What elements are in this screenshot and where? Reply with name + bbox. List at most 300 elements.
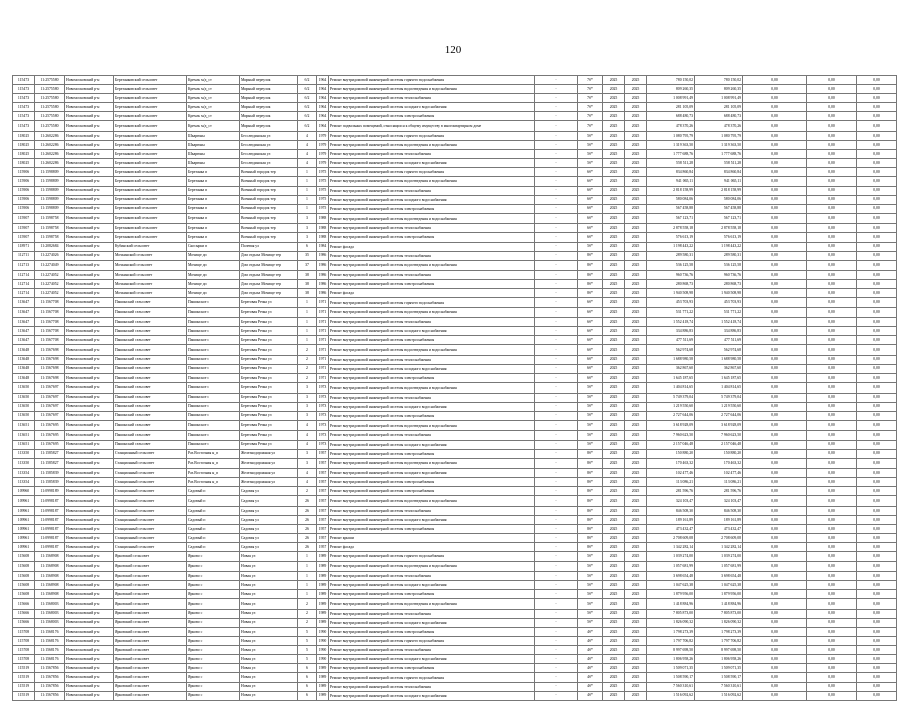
row-dash: - (535, 150, 578, 159)
row-sum-total: 809 260,35 (647, 85, 695, 94)
row-house: 3 (298, 213, 317, 224)
row-year-start: 2025 (603, 121, 625, 132)
row-year: 1957 (317, 516, 329, 525)
row-code: 11:0998187 (35, 543, 65, 552)
row-sum-c: 0,00 (857, 469, 897, 478)
row-dash: - (535, 525, 578, 534)
row-sum-total: 960 736,76 (647, 271, 695, 280)
row-district: Новомосковский р-н (65, 336, 114, 345)
row-locality: Кремль м/д_ст (187, 85, 240, 94)
row-work: Ремонт внутридомовой инженерной системы холодного водоснабжения (329, 364, 535, 373)
row-code: 11:2602286 (35, 159, 65, 168)
row-sum-a: 0,00 (743, 646, 807, 655)
row-id: 113650 (13, 402, 35, 411)
row-year-end: 2025 (625, 94, 647, 103)
row-year: 1957 (317, 458, 329, 469)
row-year: 1957 (317, 469, 329, 478)
row-sum-b: 0,00 (807, 478, 857, 487)
row-code: 11:1567698 (35, 345, 65, 356)
row-sum-a: 0,00 (743, 458, 807, 469)
table-row (13, 655, 897, 664)
row-year-start: 2025 (603, 581, 625, 590)
row-municipality: Березанковский сельсовет (114, 141, 187, 150)
row-year-start: 2025 (603, 561, 625, 572)
row-sum-total: 1 806 958,26 (647, 655, 695, 664)
row-sum-c: 0,00 (857, 655, 897, 664)
table-row (13, 141, 897, 150)
row-year: 1975 (317, 168, 329, 177)
row-code: 11:1598809 (35, 186, 65, 195)
row-dash: - (535, 204, 578, 213)
row-sum-fund: 1 404 814,65 (695, 383, 743, 394)
row-sum-c: 0,00 (857, 506, 897, 515)
row-year-start: 2025 (603, 637, 625, 646)
row-dash: - (535, 691, 578, 700)
row-sum-c: 0,00 (857, 327, 897, 336)
row-year-end: 2025 (625, 213, 647, 224)
table-row (13, 85, 897, 94)
row-year: 1973 (317, 383, 329, 394)
row-code: 11:1567856 (35, 673, 65, 682)
row-sum-a: 0,00 (743, 364, 807, 373)
row-dash: - (535, 534, 578, 543)
row-year-end: 2025 (625, 525, 647, 534)
table-row (13, 599, 897, 610)
row-code: 11:1567697 (35, 383, 65, 394)
row-year-end: 2025 (625, 168, 647, 177)
row-sum-a: 0,00 (743, 355, 807, 364)
row-district: Новомосковский р-н (65, 449, 114, 458)
row-sum-b: 0,00 (807, 572, 857, 581)
table-row (13, 402, 897, 411)
row-sum-c: 0,00 (857, 525, 897, 534)
table-row (13, 327, 897, 336)
row-sum-a: 0,00 (743, 204, 807, 213)
table-row (13, 581, 897, 590)
row-street: Новая ул (240, 590, 298, 599)
row-year-start: 2025 (603, 345, 625, 356)
row-work: Ремонт внутридомовой инженерной системы холодного водоснабжения (329, 195, 535, 204)
row-locality: Мочище дп (187, 251, 240, 260)
row-municipality: Пашинский сельсовет (114, 327, 187, 336)
row-sum-c: 0,00 (857, 449, 897, 458)
row-year-start: 2025 (603, 673, 625, 682)
row-year-end: 2025 (625, 233, 647, 242)
row-year-end: 2025 (625, 469, 647, 478)
row-municipality: Пашинский сельсовет (114, 364, 187, 373)
row-sum-c: 0,00 (857, 599, 897, 610)
row-code: 11:2602286 (35, 141, 65, 150)
row-sum-a: 0,00 (743, 112, 807, 121)
row-dash: - (535, 289, 578, 298)
row-sum-b: 0,00 (807, 383, 857, 394)
row-district: Новомосковский р-н (65, 440, 114, 449)
row-locality: Березанка п (187, 186, 240, 195)
row-sum-c: 0,00 (857, 345, 897, 356)
row-municipality: Ярковский сельсовет (114, 599, 187, 610)
row-dash: - (535, 159, 578, 168)
row-municipality: Березанковский сельсовет (114, 85, 187, 94)
capital-repair-table (12, 75, 897, 701)
row-sum-b: 0,00 (807, 506, 857, 515)
row-year-start: 2025 (603, 496, 625, 507)
row-code: 11:1585827 (35, 449, 65, 458)
row-locality: Раз.Восточная н_п (187, 478, 240, 487)
row-code: 11:1567695 (35, 440, 65, 449)
row-sum-fund: 473 432,47 (695, 525, 743, 534)
row-code: 11:1568176 (35, 655, 65, 664)
row-locality: Ярково с (187, 581, 240, 590)
row-locality: Березанка п (187, 177, 240, 186)
row-work: Ремонт внутридомовой инженерной системы теплоснабжения (329, 150, 535, 159)
row-district: Новомосковский р-н (65, 298, 114, 307)
row-sum-c: 0,00 (857, 572, 897, 581)
row-year: 1990 (317, 655, 329, 664)
row-id: 113354 (13, 478, 35, 487)
row-term: 6б* (578, 364, 603, 373)
table-row (13, 516, 897, 525)
row-year-start: 2025 (603, 159, 625, 168)
row-year: 1989 (317, 673, 329, 682)
row-code: 11:2575580 (35, 121, 65, 132)
row-locality: Ярково с (187, 646, 240, 655)
row-sum-total: 1 047 625,38 (647, 581, 695, 590)
row-sum-c: 0,00 (857, 76, 897, 85)
row-code: 11:0998187 (35, 516, 65, 525)
row-year-start: 2025 (603, 280, 625, 289)
row-work: Ремонт подвальных помещений, относящихся к общему имуществу в многоквартирном доме (329, 121, 535, 132)
row-term: 6б* (578, 327, 603, 336)
row-code: 11:1585839 (35, 469, 65, 478)
row-year: 1973 (317, 402, 329, 411)
row-sum-b: 0,00 (807, 525, 857, 534)
row-sum-fund: 2 818 158,99 (695, 186, 743, 195)
row-work: Ремонт внутридомовой инженерной системы холодного водоснабжения (329, 655, 535, 664)
row-year-end: 2025 (625, 298, 647, 307)
row-dash: - (535, 318, 578, 327)
row-house: 4 (298, 431, 317, 440)
row-work: Ремонт внутридомовой инженерной системы холодного водоснабжения (329, 691, 535, 700)
row-term: 7б* (578, 112, 603, 121)
row-sum-total: 1 057 681,99 (647, 561, 695, 572)
row-term: 8б* (578, 458, 603, 469)
row-year-start: 2025 (603, 327, 625, 336)
table-row (13, 420, 897, 431)
row-house: 4 (298, 469, 317, 478)
row-sum-a: 0,00 (743, 506, 807, 515)
row-house: 1 (298, 307, 317, 318)
row-sum-fund: 1 688 980,58 (695, 355, 743, 364)
row-dash: - (535, 469, 578, 478)
row-street: Дом отдыха Мочище тер (240, 260, 298, 271)
row-term: 5б* (578, 131, 603, 140)
row-sum-total: 562 974,68 (647, 345, 695, 356)
row-district: Новомосковский р-н (65, 345, 114, 356)
row-sum-a: 0,00 (743, 271, 807, 280)
row-sum-a: 0,00 (743, 251, 807, 260)
row-work: Ремонт внутридомовой инженерной системы водоотведения и водоснабжения (329, 458, 535, 469)
row-district: Новомосковский р-н (65, 85, 114, 94)
table-row (13, 383, 897, 394)
row-street: Мирный переулок (240, 121, 298, 132)
row-district: Новомосковский р-н (65, 271, 114, 280)
row-work: Ремонт внутридомовой инженерной системы электроснабжения (329, 374, 535, 383)
row-sum-b: 0,00 (807, 458, 857, 469)
row-sum-b: 0,00 (807, 280, 857, 289)
row-sum-fund: 1 798 273,39 (695, 628, 743, 637)
row-year-end: 2025 (625, 628, 647, 637)
row-street: Береговая Речка ул (240, 420, 298, 431)
row-term: 8б* (578, 469, 603, 478)
row-sum-total: 1 552 418,74 (647, 318, 695, 327)
row-sum-b: 0,00 (807, 94, 857, 103)
row-house: 6 (298, 691, 317, 700)
row-year: 1971 (317, 336, 329, 345)
row-id: 113648 (13, 345, 35, 356)
row-sum-total: 362 867,60 (647, 364, 695, 373)
row-id: 109961 (13, 534, 35, 543)
row-street: Новая ул (240, 682, 298, 691)
row-year-start: 2025 (603, 364, 625, 373)
row-year-start: 2025 (603, 411, 625, 420)
row-code: 11:0998189 (35, 487, 65, 496)
row-municipality: Березанковский сельсовет (114, 103, 187, 112)
row-work: Ремонт внутридомовой инженерной системы холодного водоснабжения (329, 103, 535, 112)
row-house: 2 (298, 374, 317, 383)
row-year-start: 2025 (603, 646, 625, 655)
row-sum-a: 0,00 (743, 242, 807, 251)
row-sum-b: 0,00 (807, 581, 857, 590)
row-locality: Садовый п (187, 496, 240, 507)
row-sum-fund: 1 219 550,60 (695, 402, 743, 411)
row-dash: - (535, 655, 578, 664)
row-house: б/2 (298, 103, 317, 112)
row-sum-b: 0,00 (807, 85, 857, 94)
row-district: Новомосковский р-н (65, 561, 114, 572)
row-locality: Раз.Восточная н_п (187, 469, 240, 478)
row-year: 1973 (317, 420, 329, 431)
table-row (13, 496, 897, 507)
row-district: Новомосковский р-н (65, 402, 114, 411)
row-work: Ремонт внутридомовой инженерной системы электроснабжения (329, 449, 535, 458)
row-house: 4 (298, 141, 317, 150)
row-street: Новая ул (240, 691, 298, 700)
row-sum-c: 0,00 (857, 374, 897, 383)
row-work: Ремонт внутридомовой инженерной системы теплоснабжения (329, 506, 535, 515)
row-id: 112713 (13, 260, 35, 271)
row-sum-fund: 170 463,32 (695, 458, 743, 469)
row-sum-b: 0,00 (807, 177, 857, 186)
row-id: 115666 (13, 609, 35, 618)
row-year-end: 2025 (625, 561, 647, 572)
row-sum-a: 0,00 (743, 682, 807, 691)
row-dash: - (535, 355, 578, 364)
row-locality: Березанка п (187, 204, 240, 213)
row-sum-fund: 1 806 958,26 (695, 655, 743, 664)
row-dash: - (535, 298, 578, 307)
row-code: 11:1568003 (35, 618, 65, 627)
row-term: 8б* (578, 289, 603, 298)
row-year-end: 2025 (625, 112, 647, 121)
row-work: Ремонт внутридомовой инженерной системы электроснабжения (329, 204, 535, 213)
row-locality: Ярково с (187, 691, 240, 700)
table-row (13, 411, 897, 420)
row-house: 2 (298, 609, 317, 618)
row-work: Ремонт внутридомовой инженерной системы горячего водоснабжения (329, 76, 535, 85)
row-work: Ремонт внутридомовой инженерной системы электроснабжения (329, 664, 535, 673)
row-year-start: 2025 (603, 506, 625, 515)
row-work: Ремонт внутридомовой инженерной системы теплоснабжения (329, 609, 535, 618)
row-work: Ремонт фасада (329, 289, 535, 298)
row-sum-a: 0,00 (743, 318, 807, 327)
row-house: 1 (298, 572, 317, 581)
row-sum-b: 0,00 (807, 204, 857, 213)
row-street: Новая ул (240, 609, 298, 618)
row-code: 11:1568908 (35, 572, 65, 581)
row-sum-b: 0,00 (807, 233, 857, 242)
row-house: 2 (298, 355, 317, 364)
row-sum-b: 0,00 (807, 112, 857, 121)
row-id: 112714 (13, 289, 35, 298)
row-municipality: Пашинский сельсовет (114, 420, 187, 431)
row-sum-c: 0,00 (857, 260, 897, 271)
row-year-start: 2025 (603, 204, 625, 213)
row-street: Береговая Речка ул (240, 364, 298, 373)
row-district: Новомосковский р-н (65, 224, 114, 233)
row-sum-c: 0,00 (857, 673, 897, 682)
row-sum-b: 0,00 (807, 431, 857, 440)
row-sum-b: 0,00 (807, 307, 857, 318)
row-year-start: 2025 (603, 458, 625, 469)
row-sum-b: 0,00 (807, 420, 857, 431)
row-sum-total: 1 645 187,65 (647, 374, 695, 383)
row-house: 1 (298, 298, 317, 307)
row-house: 1 (298, 590, 317, 599)
row-year: 1988 (317, 224, 329, 233)
row-sum-a: 0,00 (743, 691, 807, 700)
row-sum-c: 0,00 (857, 121, 897, 132)
row-sum-a: 0,00 (743, 76, 807, 85)
row-year-start: 2025 (603, 664, 625, 673)
row-sum-fund: 334 886,83 (695, 327, 743, 336)
row-sum-fund: 576 613,19 (695, 233, 743, 242)
table-row (13, 374, 897, 383)
row-sum-a: 0,00 (743, 233, 807, 242)
row-street: Новая ул (240, 673, 298, 682)
row-term: 6б* (578, 195, 603, 204)
row-sum-fund: 280 868,73 (695, 280, 743, 289)
row-sum-fund: 809 260,35 (695, 85, 743, 94)
row-id: 115906 (13, 204, 35, 213)
row-district: Новомосковский р-н (65, 673, 114, 682)
row-year: 1988 (317, 233, 329, 242)
row-street: Военный городок тер (240, 224, 298, 233)
row-sum-total: 2 727 644,06 (647, 411, 695, 420)
row-street: Бесслюдинская ул (240, 150, 298, 159)
row-district: Новомосковский р-н (65, 242, 114, 251)
row-dash: - (535, 76, 578, 85)
row-house: 3 (298, 233, 317, 242)
row-house: 2 (298, 618, 317, 627)
row-id: 115608 (13, 581, 35, 590)
row-id: 113647 (13, 307, 35, 318)
row-municipality: Мочкинский сельсовет (114, 260, 187, 271)
row-dash: - (535, 581, 578, 590)
row-house: 1 (298, 336, 317, 345)
row-code: 11:2274052 (35, 289, 65, 298)
row-district: Новомосковский р-н (65, 572, 114, 581)
row-locality: Ярково с (187, 590, 240, 599)
row-id: 112714 (13, 280, 35, 289)
row-code: 11:2575580 (35, 112, 65, 121)
row-work: Ремонт внутридомовой инженерной системы водоотведения и водоснабжения (329, 496, 535, 507)
row-street: Новая ул (240, 637, 298, 646)
row-year: 1989 (317, 581, 329, 590)
row-district: Новомосковский р-н (65, 76, 114, 85)
row-district: Новомосковский р-н (65, 141, 114, 150)
row-work: Ремонт внутридомовой инженерной системы электроснабжения (329, 233, 535, 242)
row-street: Садовая ул (240, 525, 298, 534)
row-sum-a: 0,00 (743, 195, 807, 204)
row-street: Военный городок тер (240, 168, 298, 177)
row-locality: Шкарюны (187, 159, 240, 168)
row-year-end: 2025 (625, 440, 647, 449)
row-term: 5б* (578, 572, 603, 581)
row-id: 109960 (13, 487, 35, 496)
row-work: Ремонт внутридомовой инженерной системы горячего водоснабжения (329, 131, 535, 140)
table-row (13, 298, 897, 307)
row-district: Новомосковский р-н (65, 525, 114, 534)
row-locality: Пашинское с (187, 420, 240, 431)
row-year-start: 2025 (603, 599, 625, 610)
row-id: 113647 (13, 327, 35, 336)
row-sum-fund: 531 771,22 (695, 307, 743, 318)
row-year: 1986 (317, 260, 329, 271)
row-dash: - (535, 383, 578, 394)
row-sum-c: 0,00 (857, 431, 897, 440)
row-sum-fund: 960 736,76 (695, 271, 743, 280)
row-sum-b: 0,00 (807, 487, 857, 496)
row-code: 11:1567708 (35, 318, 65, 327)
row-house: 4 (298, 131, 317, 140)
row-sum-b: 0,00 (807, 318, 857, 327)
row-sum-fund: 1 879 956,00 (695, 590, 743, 599)
row-municipality: Ярковский сельсовет (114, 590, 187, 599)
row-sum-total: 473 432,47 (647, 525, 695, 534)
row-work: Ремонт внутридомовой инженерной системы электроснабжения (329, 112, 535, 121)
row-term: 6б* (578, 355, 603, 364)
row-year: 1975 (317, 204, 329, 213)
row-district: Новомосковский р-н (65, 112, 114, 121)
table-row (13, 355, 897, 364)
row-year: 1973 (317, 411, 329, 420)
row-district: Новомосковский р-н (65, 420, 114, 431)
row-sum-c: 0,00 (857, 534, 897, 543)
row-work: Ремонт внутридомовой инженерной системы водоотведения и водоснабжения (329, 599, 535, 610)
row-district: Новомосковский р-н (65, 618, 114, 627)
row-house: 1 (298, 318, 317, 327)
row-sum-total: 1 219 550,60 (647, 402, 695, 411)
row-code: 11:1585839 (35, 478, 65, 487)
row-locality: Пашинское с (187, 345, 240, 356)
table-row (13, 590, 897, 599)
row-id: 109961 (13, 516, 35, 525)
row-year: 1989 (317, 561, 329, 572)
row-locality: Пашинское с (187, 402, 240, 411)
row-year: 1964 (317, 112, 329, 121)
row-sum-b: 0,00 (807, 121, 857, 132)
row-district: Новомосковский р-н (65, 159, 114, 168)
